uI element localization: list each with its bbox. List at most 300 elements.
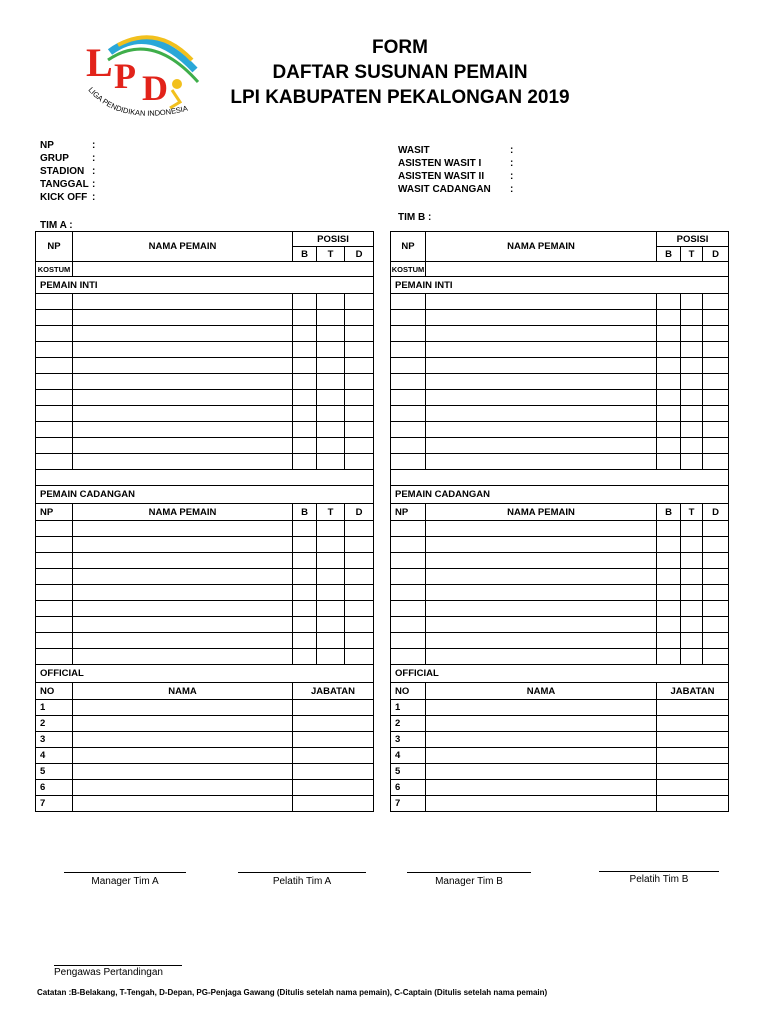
- np-header: NP: [391, 232, 426, 262]
- pemain-cadangan-cell[interactable]: [345, 553, 374, 569]
- pemain-inti-row: [36, 326, 374, 342]
- official-nama-cell[interactable]: [426, 796, 657, 812]
- pemain-cadangan-cell[interactable]: [681, 601, 703, 617]
- pemain-inti-row: [36, 422, 374, 438]
- pemain-inti-cell[interactable]: [36, 342, 73, 358]
- pemain-inti-row: [36, 390, 374, 406]
- pemain-cadangan-cell[interactable]: [73, 521, 293, 537]
- pemain-inti-cell[interactable]: [391, 310, 426, 326]
- pemain-inti-cell[interactable]: [73, 438, 293, 454]
- info-asisten-1: ASISTEN WASIT I :: [398, 158, 514, 169]
- pemain-inti-cell[interactable]: [657, 374, 681, 390]
- pemain-inti-cell[interactable]: [391, 342, 426, 358]
- info-grup: GRUP :: [40, 153, 96, 164]
- official-row: [36, 764, 374, 780]
- pemain-inti-cell[interactable]: [317, 342, 345, 358]
- pemain-cadangan-cell[interactable]: [36, 633, 73, 649]
- pemain-inti-cell[interactable]: [703, 390, 729, 406]
- pemain-inti-cell[interactable]: [426, 342, 657, 358]
- official-jabatan-cell[interactable]: [657, 716, 729, 732]
- pemain-inti-cell[interactable]: [73, 454, 293, 470]
- pemain-inti-cell[interactable]: [317, 294, 345, 310]
- pemain-cadangan-cell[interactable]: [73, 649, 293, 665]
- pemain-inti-cell[interactable]: [293, 342, 317, 358]
- pemain-cadangan-cell[interactable]: [657, 569, 681, 585]
- pemain-cadangan-cell[interactable]: [36, 553, 73, 569]
- pemain-cadangan-cell[interactable]: [426, 521, 657, 537]
- kostum-label: KOSTUM: [36, 262, 73, 277]
- pemain-inti-cell[interactable]: [345, 390, 374, 406]
- pemain-cadangan-cell[interactable]: [391, 601, 426, 617]
- official-nama-cell[interactable]: [426, 780, 657, 796]
- pemain-cadangan-cell[interactable]: [293, 617, 317, 633]
- pemain-inti-cell[interactable]: [293, 454, 317, 470]
- pemain-inti-cell[interactable]: [657, 422, 681, 438]
- pemain-inti-cell[interactable]: [703, 326, 729, 342]
- official-nama-header: NAMA: [73, 683, 293, 700]
- pemain-cadangan-cell[interactable]: [426, 617, 657, 633]
- pemain-cadangan-cell[interactable]: [391, 585, 426, 601]
- pemain-cadangan-cell[interactable]: [317, 633, 345, 649]
- pemain-cadangan-cell[interactable]: [73, 553, 293, 569]
- pemain-inti-cell[interactable]: [73, 358, 293, 374]
- pemain-cadangan-cell[interactable]: [681, 521, 703, 537]
- pemain-inti-row: [391, 294, 729, 310]
- pemain-cadangan-cell[interactable]: [703, 601, 729, 617]
- pemain-cadangan-cell[interactable]: [391, 633, 426, 649]
- pemain-inti-cell[interactable]: [345, 374, 374, 390]
- pemain-cadangan-cell[interactable]: [703, 537, 729, 553]
- pemain-cadangan-cell[interactable]: [681, 649, 703, 665]
- official-section-label: OFFICIAL: [36, 665, 374, 683]
- pemain-inti-cell[interactable]: [391, 374, 426, 390]
- pemain-cadangan-cell[interactable]: [73, 617, 293, 633]
- pemain-cadangan-cell[interactable]: [426, 649, 657, 665]
- pemain-inti-cell[interactable]: [391, 406, 426, 422]
- pemain-inti-cell[interactable]: [36, 374, 73, 390]
- pemain-inti-cell[interactable]: [657, 358, 681, 374]
- pemain-inti-cell[interactable]: [293, 406, 317, 422]
- official-jabatan-cell[interactable]: [293, 796, 374, 812]
- pemain-inti-cell[interactable]: [73, 422, 293, 438]
- pemain-inti-cell[interactable]: [73, 326, 293, 342]
- pemain-inti-cell[interactable]: [36, 454, 73, 470]
- team-b-label: TIM B :: [398, 212, 432, 223]
- pemain-inti-cell[interactable]: [391, 390, 426, 406]
- pemain-inti-cell[interactable]: [681, 374, 703, 390]
- pemain-cadangan-cell[interactable]: [426, 553, 657, 569]
- pemain-inti-cell[interactable]: [317, 438, 345, 454]
- official-nama-cell[interactable]: [73, 716, 293, 732]
- pemain-inti-cell[interactable]: [73, 406, 293, 422]
- pemain-inti-cell[interactable]: [36, 438, 73, 454]
- pemain-inti-cell[interactable]: [391, 422, 426, 438]
- pemain-inti-row: [391, 310, 729, 326]
- official-number: 7: [391, 796, 426, 812]
- pemain-inti-row: [36, 310, 374, 326]
- official-row: [391, 732, 729, 748]
- team-a-label: TIM A :: [40, 220, 73, 231]
- signature-label-manager-a: Manager Tim A: [91, 876, 159, 887]
- pemain-cadangan-cell[interactable]: [657, 553, 681, 569]
- pemain-inti-cell[interactable]: [703, 342, 729, 358]
- pemain-inti-row: [391, 454, 729, 470]
- pemain-cadangan-cell[interactable]: [657, 521, 681, 537]
- pemain-cadangan-cell[interactable]: [317, 521, 345, 537]
- official-number: 4: [36, 748, 73, 764]
- pemain-inti-cell[interactable]: [657, 406, 681, 422]
- pemain-cadangan-cell[interactable]: [426, 601, 657, 617]
- pemain-cadangan-cell[interactable]: [73, 633, 293, 649]
- pemain-inti-cell[interactable]: [293, 438, 317, 454]
- match-info-right: [398, 144, 513, 196]
- official-jabatan-cell[interactable]: [293, 700, 374, 716]
- pemain-cadangan-cell[interactable]: [703, 633, 729, 649]
- pemain-cadangan-cell[interactable]: [345, 537, 374, 553]
- official-jabatan-cell[interactable]: [293, 748, 374, 764]
- pemain-cadangan-cell[interactable]: [293, 569, 317, 585]
- pemain-inti-cell[interactable]: [681, 326, 703, 342]
- pemain-inti-cell[interactable]: [36, 294, 73, 310]
- pemain-inti-cell[interactable]: [36, 422, 73, 438]
- pemain-cadangan-cell[interactable]: [36, 569, 73, 585]
- pemain-inti-cell[interactable]: [345, 310, 374, 326]
- kostum-label: KOSTUM: [391, 262, 426, 277]
- np-header: NP: [36, 232, 73, 262]
- pemain-cadangan-cell[interactable]: [36, 537, 73, 553]
- official-nama-cell[interactable]: [73, 796, 293, 812]
- section-row: [36, 277, 374, 294]
- pemain-inti-cell[interactable]: [345, 454, 374, 470]
- pemain-cadangan-cell[interactable]: [703, 649, 729, 665]
- pemain-inti-cell[interactable]: [426, 438, 657, 454]
- official-jabatan-cell[interactable]: [293, 764, 374, 780]
- pemain-inti-cell[interactable]: [426, 326, 657, 342]
- official-jabatan-cell[interactable]: [293, 780, 374, 796]
- pemain-inti-cell[interactable]: [317, 326, 345, 342]
- pemain-inti-section-label: PEMAIN INTI: [391, 277, 729, 294]
- official-jabatan-header: JABATAN: [293, 683, 374, 700]
- pemain-inti-cell[interactable]: [345, 358, 374, 374]
- pemain-cadangan-row: [391, 537, 729, 553]
- signature-line-pengawas: [54, 965, 182, 966]
- pemain-cadangan-cell[interactable]: [391, 569, 426, 585]
- pemain-inti-cell[interactable]: [703, 310, 729, 326]
- pemain-cadangan-row: [391, 521, 729, 537]
- pemain-inti-cell[interactable]: [426, 422, 657, 438]
- pemain-cadangan-row: [391, 585, 729, 601]
- pemain-cadangan-cell[interactable]: [657, 585, 681, 601]
- pemain-inti-cell[interactable]: [681, 390, 703, 406]
- pemain-inti-cell[interactable]: [681, 422, 703, 438]
- pemain-inti-cell[interactable]: [657, 326, 681, 342]
- pemain-cadangan-cell[interactable]: [36, 601, 73, 617]
- pemain-inti-cell[interactable]: [391, 438, 426, 454]
- pemain-inti-cell[interactable]: [317, 374, 345, 390]
- official-nama-cell[interactable]: [426, 732, 657, 748]
- pemain-inti-cell[interactable]: [681, 342, 703, 358]
- pemain-inti-cell[interactable]: [703, 374, 729, 390]
- pemain-inti-cell[interactable]: [345, 342, 374, 358]
- pemain-inti-row: [391, 358, 729, 374]
- pemain-inti-cell[interactable]: [703, 438, 729, 454]
- official-number: 1: [36, 700, 73, 716]
- pemain-cadangan-cell[interactable]: [703, 553, 729, 569]
- official-jabatan-cell[interactable]: [293, 716, 374, 732]
- pemain-inti-cell[interactable]: [317, 310, 345, 326]
- spacer-cell: [391, 470, 729, 486]
- official-nama-cell[interactable]: [426, 764, 657, 780]
- official-jabatan-cell[interactable]: [657, 780, 729, 796]
- pemain-inti-cell[interactable]: [36, 310, 73, 326]
- pemain-inti-cell[interactable]: [73, 294, 293, 310]
- pemain-cadangan-cell[interactable]: [73, 601, 293, 617]
- info-tanggal: TANGGAL :: [40, 179, 96, 190]
- pemain-cadangan-cell[interactable]: [657, 601, 681, 617]
- official-row: [391, 716, 729, 732]
- nama-pemain-header: NAMA PEMAIN: [73, 232, 293, 262]
- pemain-cadangan-cell[interactable]: [317, 649, 345, 665]
- section-row: [36, 486, 374, 504]
- pemain-inti-cell[interactable]: [293, 294, 317, 310]
- pemain-inti-cell[interactable]: [681, 358, 703, 374]
- pemain-cadangan-cell[interactable]: [73, 569, 293, 585]
- pemain-inti-cell[interactable]: [317, 422, 345, 438]
- pemain-cadangan-cell[interactable]: [345, 617, 374, 633]
- logo-subtitle: LIGA PENDIDIKAN INDONESIA: [86, 85, 189, 118]
- pemain-cadangan-cell[interactable]: [703, 569, 729, 585]
- pemain-inti-cell[interactable]: [391, 454, 426, 470]
- pemain-inti-cell[interactable]: [426, 294, 657, 310]
- pemain-inti-cell[interactable]: [681, 406, 703, 422]
- spacer-row: [391, 470, 729, 486]
- official-header-row: [36, 683, 374, 700]
- official-number: 1: [391, 700, 426, 716]
- pemain-inti-cell[interactable]: [426, 406, 657, 422]
- pemain-inti-cell[interactable]: [681, 454, 703, 470]
- pemain-cadangan-cell[interactable]: [36, 521, 73, 537]
- pemain-inti-cell[interactable]: [36, 326, 73, 342]
- pemain-inti-cell[interactable]: [426, 390, 657, 406]
- pemain-inti-cell[interactable]: [345, 294, 374, 310]
- pemain-inti-cell[interactable]: [391, 326, 426, 342]
- pemain-cadangan-cell[interactable]: [293, 553, 317, 569]
- pemain-cadangan-cell[interactable]: [681, 553, 703, 569]
- pemain-inti-cell[interactable]: [293, 326, 317, 342]
- official-row: [36, 780, 374, 796]
- kostum-input[interactable]: [426, 262, 729, 277]
- pemain-cadangan-cell[interactable]: [36, 617, 73, 633]
- pemain-inti-row: [391, 438, 729, 454]
- official-jabatan-cell[interactable]: [657, 764, 729, 780]
- pemain-cadangan-cell[interactable]: [703, 617, 729, 633]
- official-number: 6: [36, 780, 73, 796]
- official-nama-cell[interactable]: [73, 748, 293, 764]
- official-row: [36, 700, 374, 716]
- pemain-cadangan-cell[interactable]: [293, 601, 317, 617]
- official-jabatan-cell[interactable]: [657, 700, 729, 716]
- pemain-cadangan-cell[interactable]: [293, 649, 317, 665]
- pemain-inti-cell[interactable]: [36, 390, 73, 406]
- official-nama-cell[interactable]: [73, 780, 293, 796]
- pemain-cadangan-cell[interactable]: [657, 649, 681, 665]
- pemain-inti-cell[interactable]: [293, 310, 317, 326]
- header-row: [36, 232, 374, 247]
- official-nama-cell[interactable]: [426, 700, 657, 716]
- pemain-inti-cell[interactable]: [426, 374, 657, 390]
- official-number: 4: [391, 748, 426, 764]
- pemain-cadangan-cell[interactable]: [345, 633, 374, 649]
- pemain-inti-cell[interactable]: [345, 406, 374, 422]
- pemain-inti-cell[interactable]: [317, 390, 345, 406]
- pemain-inti-cell[interactable]: [293, 358, 317, 374]
- pemain-cadangan-cell[interactable]: [317, 617, 345, 633]
- nama-pemain-header: NAMA PEMAIN: [426, 232, 657, 262]
- pemain-inti-cell[interactable]: [345, 438, 374, 454]
- pemain-cadangan-cell[interactable]: [36, 585, 73, 601]
- pemain-cadangan-cell[interactable]: [426, 585, 657, 601]
- official-number: 5: [36, 764, 73, 780]
- official-jabatan-cell[interactable]: [657, 796, 729, 812]
- pemain-inti-cell[interactable]: [681, 438, 703, 454]
- pemain-cadangan-cell[interactable]: [391, 537, 426, 553]
- pemain-inti-cell[interactable]: [73, 374, 293, 390]
- pemain-inti-cell[interactable]: [657, 390, 681, 406]
- pemain-inti-cell[interactable]: [681, 310, 703, 326]
- official-nama-cell[interactable]: [426, 748, 657, 764]
- pemain-inti-row: [391, 326, 729, 342]
- official-nama-cell[interactable]: [73, 764, 293, 780]
- pemain-inti-section-label: PEMAIN INTI: [36, 277, 374, 294]
- pemain-cadangan-cell[interactable]: [317, 569, 345, 585]
- pemain-cadangan-cell[interactable]: [681, 585, 703, 601]
- pemain-inti-cell[interactable]: [703, 358, 729, 374]
- pemain-inti-cell[interactable]: [293, 390, 317, 406]
- pemain-inti-cell[interactable]: [73, 390, 293, 406]
- pemain-cadangan-cell[interactable]: [345, 585, 374, 601]
- pemain-cadangan-cell[interactable]: [317, 537, 345, 553]
- pemain-cadangan-cell[interactable]: [426, 537, 657, 553]
- pemain-inti-cell[interactable]: [426, 358, 657, 374]
- pemain-inti-cell[interactable]: [657, 310, 681, 326]
- pemain-cadangan-cell[interactable]: [317, 553, 345, 569]
- pemain-inti-cell[interactable]: [703, 422, 729, 438]
- pemain-inti-cell[interactable]: [345, 422, 374, 438]
- pemain-inti-cell[interactable]: [36, 406, 73, 422]
- pemain-cadangan-cell[interactable]: [681, 633, 703, 649]
- section-row: [391, 486, 729, 504]
- official-jabatan-cell[interactable]: [293, 732, 374, 748]
- pemain-cadangan-row: [36, 633, 374, 649]
- pemain-inti-cell[interactable]: [703, 406, 729, 422]
- pemain-inti-cell[interactable]: [293, 422, 317, 438]
- pemain-cadangan-cell[interactable]: [681, 537, 703, 553]
- pemain-inti-cell[interactable]: [391, 294, 426, 310]
- posisi-b-header: B: [657, 247, 681, 262]
- pemain-cadangan-cell[interactable]: [426, 569, 657, 585]
- pemain-cadangan-cell[interactable]: [73, 537, 293, 553]
- pemain-cadangan-cell[interactable]: [391, 521, 426, 537]
- pemain-cadangan-cell[interactable]: [345, 649, 374, 665]
- pemain-cadangan-cell[interactable]: [657, 633, 681, 649]
- official-nama-cell[interactable]: [73, 700, 293, 716]
- pemain-cadangan-cell[interactable]: [657, 617, 681, 633]
- pemain-inti-cell[interactable]: [73, 310, 293, 326]
- pemain-inti-row: [36, 342, 374, 358]
- pemain-cadangan-cell[interactable]: [391, 553, 426, 569]
- pemain-inti-cell[interactable]: [657, 294, 681, 310]
- pemain-cadangan-cell[interactable]: [391, 649, 426, 665]
- pemain-cadangan-cell[interactable]: [345, 569, 374, 585]
- pemain-inti-cell[interactable]: [317, 358, 345, 374]
- info-wasit-cadangan: WASIT CADANGAN :: [398, 184, 514, 195]
- cadangan-t-header: T: [681, 504, 703, 521]
- pemain-cadangan-cell[interactable]: [345, 601, 374, 617]
- pemain-cadangan-cell[interactable]: [657, 537, 681, 553]
- official-nama-cell[interactable]: [73, 732, 293, 748]
- official-jabatan-header: JABATAN: [657, 683, 729, 700]
- pemain-cadangan-cell[interactable]: [317, 601, 345, 617]
- pemain-cadangan-cell[interactable]: [345, 521, 374, 537]
- pemain-inti-cell[interactable]: [293, 374, 317, 390]
- pemain-inti-cell[interactable]: [657, 438, 681, 454]
- official-row: [391, 764, 729, 780]
- pemain-cadangan-cell[interactable]: [293, 585, 317, 601]
- pemain-inti-cell[interactable]: [73, 342, 293, 358]
- kostum-input[interactable]: [73, 262, 374, 277]
- pemain-cadangan-cell[interactable]: [426, 633, 657, 649]
- official-row: [36, 732, 374, 748]
- pemain-inti-cell[interactable]: [317, 454, 345, 470]
- pemain-inti-cell[interactable]: [703, 454, 729, 470]
- pemain-inti-cell[interactable]: [426, 454, 657, 470]
- team-b-roster-table: [390, 231, 729, 812]
- pemain-inti-cell[interactable]: [36, 358, 73, 374]
- pemain-cadangan-cell[interactable]: [681, 617, 703, 633]
- pemain-cadangan-cell[interactable]: [317, 585, 345, 601]
- pemain-inti-cell[interactable]: [657, 342, 681, 358]
- pemain-cadangan-cell[interactable]: [36, 649, 73, 665]
- official-jabatan-cell[interactable]: [657, 748, 729, 764]
- pemain-cadangan-section-label: PEMAIN CADANGAN: [391, 486, 729, 504]
- official-number: 5: [391, 764, 426, 780]
- pemain-inti-row: [391, 406, 729, 422]
- pemain-cadangan-cell[interactable]: [391, 617, 426, 633]
- pemain-inti-cell[interactable]: [317, 406, 345, 422]
- form-subtitle: DAFTAR SUSUNAN PEMAIN: [272, 62, 528, 83]
- pemain-cadangan-cell[interactable]: [293, 633, 317, 649]
- form-event: LPI KABUPATEN PEKALONGAN 2019: [230, 87, 570, 108]
- signature-label-pelatih-a: Pelatih Tim A: [272, 876, 332, 887]
- pemain-inti-cell[interactable]: [345, 326, 374, 342]
- pemain-cadangan-cell[interactable]: [293, 537, 317, 553]
- official-nama-cell[interactable]: [426, 716, 657, 732]
- pemain-cadangan-row: [36, 585, 374, 601]
- pemain-inti-cell[interactable]: [703, 294, 729, 310]
- pemain-inti-cell[interactable]: [681, 294, 703, 310]
- pemain-inti-cell[interactable]: [391, 358, 426, 374]
- pemain-cadangan-cell[interactable]: [703, 585, 729, 601]
- pemain-inti-cell[interactable]: [657, 454, 681, 470]
- pemain-cadangan-cell[interactable]: [293, 521, 317, 537]
- pemain-cadangan-cell[interactable]: [73, 585, 293, 601]
- pemain-inti-cell[interactable]: [426, 310, 657, 326]
- official-jabatan-cell[interactable]: [657, 732, 729, 748]
- posisi-t-header: T: [681, 247, 703, 262]
- pemain-cadangan-cell[interactable]: [703, 521, 729, 537]
- cadangan-d-header: D: [703, 504, 729, 521]
- pemain-cadangan-cell[interactable]: [681, 569, 703, 585]
